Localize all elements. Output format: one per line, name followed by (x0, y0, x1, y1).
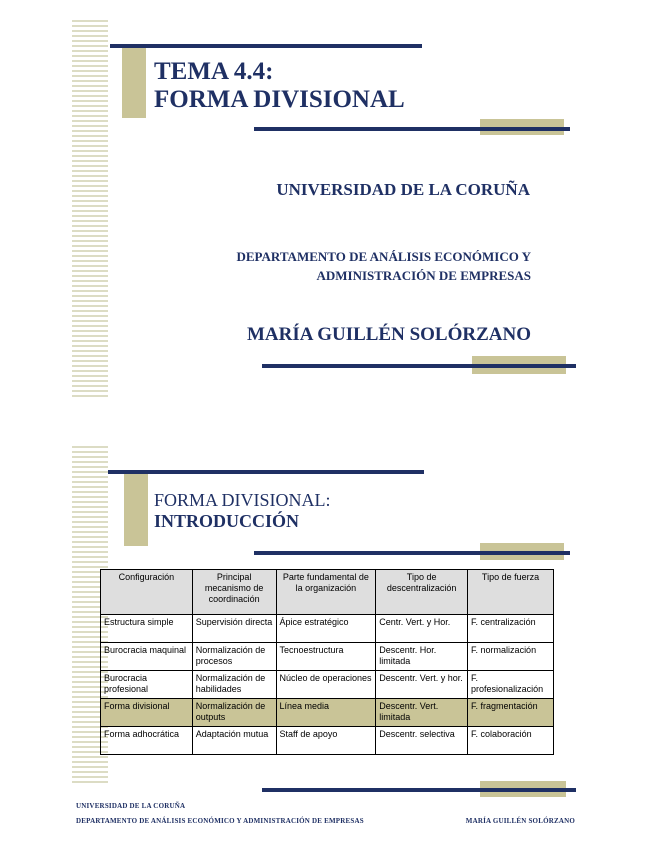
table-cell: Centr. Vert. y Hor. (376, 615, 468, 643)
slide-title (154, 58, 405, 114)
slide-title-line2: INTRODUCCIÓN (154, 511, 300, 531)
footer-university: UNIVERSIDAD DE LA CORUÑA (76, 802, 186, 810)
table-cell: Forma adhocrática (101, 727, 193, 755)
table-cell: Descentr. selectiva (376, 727, 468, 755)
table-cell: Descentr. Vert. y hor. (376, 671, 468, 699)
table-header-row (101, 570, 554, 615)
footer-author: MARÍA GUILLÉN SOLÓRZANO (465, 817, 575, 825)
header-descentralizacion: Tipo de descentralización (376, 570, 468, 615)
department-name (237, 247, 532, 285)
table-cell: Burocracia profesional (101, 671, 193, 699)
decorative-stripes (72, 20, 108, 400)
table-cell: Estructura simple (101, 615, 193, 643)
table-row (101, 643, 554, 671)
table-cell: F. fragmentación (468, 699, 554, 727)
author-name: MARÍA GUILLÉN SOLÓRZANO (247, 324, 531, 345)
department-line2: ADMINISTRACIÓN DE EMPRESAS (316, 268, 531, 283)
configuration-table (100, 569, 554, 755)
content-slide (0, 428, 655, 828)
table-cell: F. normalización (468, 643, 554, 671)
table-cell: Normalización de procesos (192, 643, 276, 671)
table-cell: Normalización de habilidades (192, 671, 276, 699)
table-cell: Staff de apoyo (276, 727, 376, 755)
table-cell: Descentr. Vert. limitada (376, 699, 468, 727)
table-row (101, 671, 554, 699)
table-row (101, 727, 554, 755)
department-line1: DEPARTAMENTO DE ANÁLISIS ECONÓMICO Y (236, 249, 531, 264)
decorative-bar (254, 551, 570, 555)
table-cell: F. centralización (468, 615, 554, 643)
slide-title-line2: FORMA DIVISIONAL (154, 86, 405, 113)
decorative-bar (108, 470, 424, 474)
header-parte: Parte fundamental de la organización (276, 570, 376, 615)
footer-department: DEPARTAMENTO DE ANÁLISIS ECONÓMICO Y ADMINISTRACIÓN DE EMPRESAS (76, 817, 364, 825)
table-cell: Supervisión directa (192, 615, 276, 643)
table-cell: Forma divisional (101, 699, 193, 727)
decorative-bar (254, 127, 570, 131)
table-cell: Adaptación mutua (192, 727, 276, 755)
table-cell: F. profesionalización (468, 671, 554, 699)
decorative-bar (262, 364, 576, 368)
table-row-highlighted (101, 699, 554, 727)
slide-title (154, 490, 331, 532)
university-name: UNIVERSIDAD DE LA CORUÑA (276, 180, 530, 199)
header-configuracion: Configuración (101, 570, 193, 615)
decorative-block (122, 46, 146, 118)
header-fuerza: Tipo de fuerza (468, 570, 554, 615)
table-cell: Normalización de outputs (192, 699, 276, 727)
header-mecanismo: Principal mecanismo de coordinación (192, 570, 276, 615)
title-slide (0, 0, 655, 400)
table-cell: Núcleo de operaciones (276, 671, 376, 699)
decorative-bar (262, 788, 576, 792)
slide-title-line1: FORMA DIVISIONAL: (154, 490, 331, 510)
table-row (101, 615, 554, 643)
slide-title-line1: TEMA 4.4: (154, 58, 274, 85)
table-cell: Tecnoestructura (276, 643, 376, 671)
decorative-bar (110, 44, 422, 48)
table-cell: Burocracia maquinal (101, 643, 193, 671)
table-cell: Línea media (276, 699, 376, 727)
table-cell: F. colaboración (468, 727, 554, 755)
table-cell: Descentr. Hor. limitada (376, 643, 468, 671)
decorative-block (124, 472, 148, 546)
table-cell: Ápice estratégico (276, 615, 376, 643)
